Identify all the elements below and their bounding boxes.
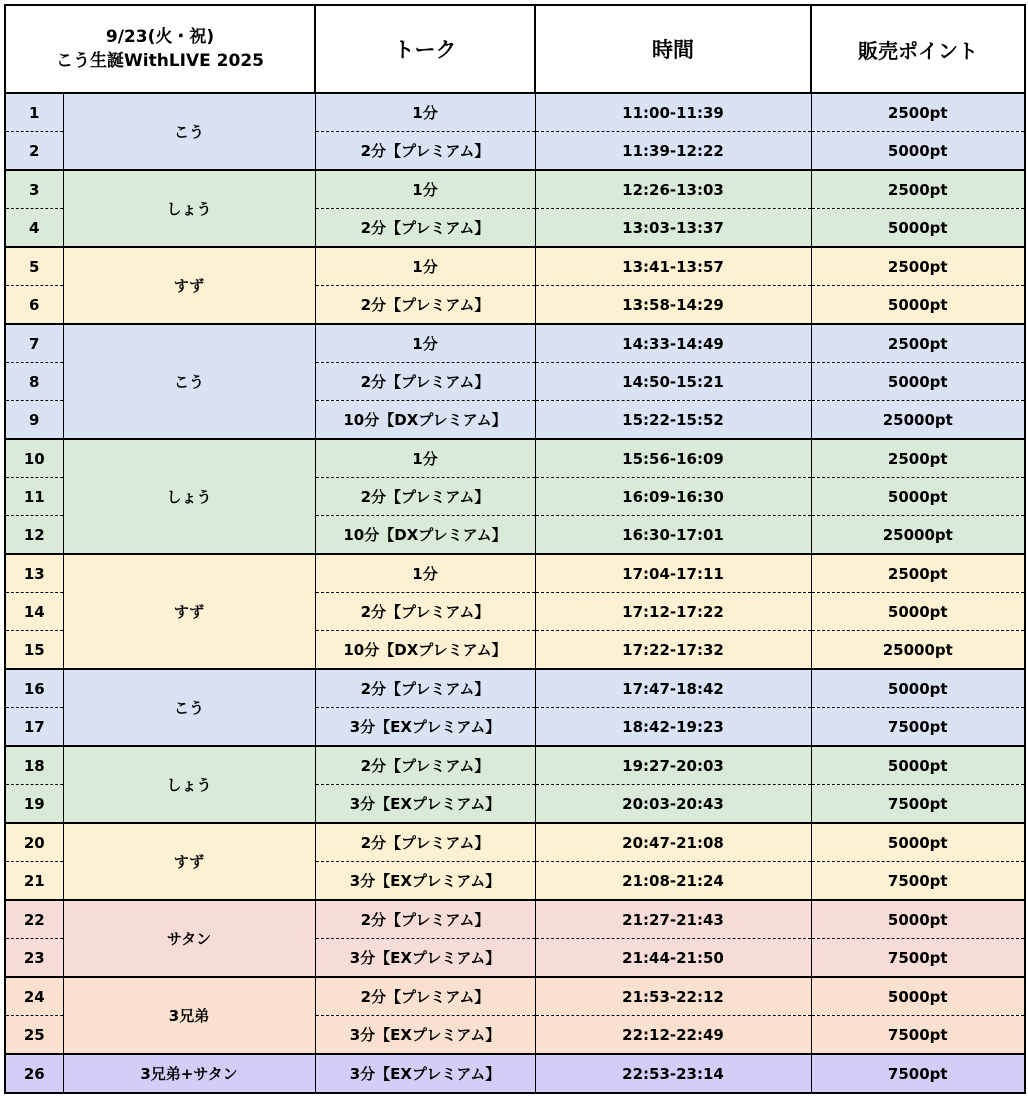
member-name: 3兄弟+サタン	[63, 1054, 315, 1093]
table-row	[5, 977, 1025, 1016]
time-slot: 16:30-17:01	[535, 516, 811, 555]
sale-points: 7500pt	[811, 939, 1025, 978]
member-name: しょう	[63, 439, 315, 554]
sale-points: 5000pt	[811, 900, 1025, 939]
sale-points: 25000pt	[811, 516, 1025, 555]
row-number: 11	[5, 478, 63, 516]
sale-points: 5000pt	[811, 593, 1025, 631]
sale-points: 7500pt	[811, 785, 1025, 824]
sale-points: 5000pt	[811, 746, 1025, 785]
member-name: しょう	[63, 746, 315, 823]
time-slot: 11:39-12:22	[535, 132, 811, 171]
row-number: 19	[5, 785, 63, 824]
time-slot: 15:56-16:09	[535, 439, 811, 478]
table-row	[5, 247, 1025, 286]
time-slot: 13:41-13:57	[535, 247, 811, 286]
row-number: 4	[5, 209, 63, 248]
talk-type: 2分【プレミアム】	[315, 823, 535, 862]
event-name: こう生誕WithLIVE 2025	[56, 51, 264, 71]
time-slot: 20:03-20:43	[535, 785, 811, 824]
member-name: こう	[63, 324, 315, 439]
time-slot: 22:53-23:14	[535, 1054, 811, 1093]
table-body	[5, 93, 1025, 1093]
time-slot: 17:04-17:11	[535, 554, 811, 593]
table-row	[5, 1054, 1025, 1093]
talk-type: 2分【プレミアム】	[315, 593, 535, 631]
row-number: 17	[5, 708, 63, 747]
sale-points: 2500pt	[811, 170, 1025, 209]
row-number: 14	[5, 593, 63, 631]
time-slot: 17:47-18:42	[535, 669, 811, 708]
member-name: 3兄弟	[63, 977, 315, 1054]
table-row	[5, 669, 1025, 708]
column-header-points: 販売ポイント	[811, 5, 1025, 93]
column-header-time: 時間	[535, 5, 811, 93]
talk-type: 2分【プレミアム】	[315, 209, 535, 248]
table-row	[5, 900, 1025, 939]
talk-type: 1分	[315, 93, 535, 132]
row-number: 2	[5, 132, 63, 171]
row-number: 16	[5, 669, 63, 708]
sale-points: 2500pt	[811, 324, 1025, 363]
member-name: すず	[63, 247, 315, 324]
time-slot: 14:50-15:21	[535, 363, 811, 401]
member-name: サタン	[63, 900, 315, 977]
row-number: 1	[5, 93, 63, 132]
sale-points: 2500pt	[811, 554, 1025, 593]
time-slot: 13:58-14:29	[535, 286, 811, 325]
table-row	[5, 324, 1025, 363]
time-slot: 16:09-16:30	[535, 478, 811, 516]
event-date: 9/23(火・祝)	[105, 27, 215, 47]
time-slot: 14:33-14:49	[535, 324, 811, 363]
talk-type: 2分【プレミアム】	[315, 977, 535, 1016]
talk-type: 3分【EXプレミアム】	[315, 1016, 535, 1055]
row-number: 3	[5, 170, 63, 209]
sale-points: 2500pt	[811, 439, 1025, 478]
sale-points: 7500pt	[811, 862, 1025, 901]
sale-points: 7500pt	[811, 1054, 1025, 1093]
row-number: 22	[5, 900, 63, 939]
sale-points: 5000pt	[811, 823, 1025, 862]
time-slot: 22:12-22:49	[535, 1016, 811, 1055]
table-row	[5, 439, 1025, 478]
talk-type: 1分	[315, 324, 535, 363]
member-name: こう	[63, 93, 315, 170]
talk-type: 2分【プレミアム】	[315, 900, 535, 939]
row-number: 20	[5, 823, 63, 862]
table-row	[5, 93, 1025, 132]
row-number: 21	[5, 862, 63, 901]
talk-type: 2分【プレミアム】	[315, 132, 535, 171]
talk-type: 3分【EXプレミアム】	[315, 708, 535, 747]
table-row	[5, 170, 1025, 209]
sale-points: 25000pt	[811, 401, 1025, 440]
schedule-table	[4, 4, 1026, 1094]
row-number: 13	[5, 554, 63, 593]
time-slot: 13:03-13:37	[535, 209, 811, 248]
time-slot: 18:42-19:23	[535, 708, 811, 747]
time-slot: 17:12-17:22	[535, 593, 811, 631]
sale-points: 7500pt	[811, 708, 1025, 747]
header-row	[5, 5, 1025, 93]
table-row	[5, 554, 1025, 593]
event-title-cell	[5, 5, 315, 93]
time-slot: 17:22-17:32	[535, 631, 811, 670]
talk-type: 3分【EXプレミアム】	[315, 1054, 535, 1093]
time-slot: 19:27-20:03	[535, 746, 811, 785]
talk-type: 1分	[315, 439, 535, 478]
row-number: 15	[5, 631, 63, 670]
row-number: 5	[5, 247, 63, 286]
talk-type: 2分【プレミアム】	[315, 286, 535, 325]
row-number: 8	[5, 363, 63, 401]
member-name: しょう	[63, 170, 315, 247]
sale-points: 5000pt	[811, 286, 1025, 325]
sale-points: 5000pt	[811, 363, 1025, 401]
time-slot: 21:53-22:12	[535, 977, 811, 1016]
sale-points: 25000pt	[811, 631, 1025, 670]
sale-points: 2500pt	[811, 247, 1025, 286]
member-name: すず	[63, 823, 315, 900]
sale-points: 5000pt	[811, 977, 1025, 1016]
row-number: 7	[5, 324, 63, 363]
row-number: 24	[5, 977, 63, 1016]
sale-points: 5000pt	[811, 478, 1025, 516]
talk-type: 2分【プレミアム】	[315, 478, 535, 516]
member-name: こう	[63, 669, 315, 746]
time-slot: 20:47-21:08	[535, 823, 811, 862]
row-number: 26	[5, 1054, 63, 1093]
talk-type: 2分【プレミアム】	[315, 363, 535, 401]
row-number: 12	[5, 516, 63, 555]
talk-type: 1分	[315, 554, 535, 593]
row-number: 18	[5, 746, 63, 785]
row-number: 10	[5, 439, 63, 478]
row-number: 6	[5, 286, 63, 325]
talk-type: 2分【プレミアム】	[315, 746, 535, 785]
talk-type: 3分【EXプレミアム】	[315, 785, 535, 824]
talk-type: 3分【EXプレミアム】	[315, 939, 535, 978]
row-number: 23	[5, 939, 63, 978]
talk-type: 2分【プレミアム】	[315, 669, 535, 708]
time-slot: 12:26-13:03	[535, 170, 811, 209]
sale-points: 5000pt	[811, 669, 1025, 708]
row-number: 25	[5, 1016, 63, 1055]
talk-type: 1分	[315, 170, 535, 209]
talk-type: 3分【EXプレミアム】	[315, 862, 535, 901]
time-slot: 21:08-21:24	[535, 862, 811, 901]
table-header	[5, 5, 1025, 93]
sale-points: 5000pt	[811, 132, 1025, 171]
time-slot: 15:22-15:52	[535, 401, 811, 440]
column-header-talk: トーク	[315, 5, 535, 93]
talk-type: 1分	[315, 247, 535, 286]
time-slot: 21:44-21:50	[535, 939, 811, 978]
sale-points: 7500pt	[811, 1016, 1025, 1055]
time-slot: 11:00-11:39	[535, 93, 811, 132]
sale-points: 5000pt	[811, 209, 1025, 248]
time-slot: 21:27-21:43	[535, 900, 811, 939]
row-number: 9	[5, 401, 63, 440]
table-row	[5, 746, 1025, 785]
member-name: すず	[63, 554, 315, 669]
table-row	[5, 823, 1025, 862]
talk-type: 10分【DXプレミアム】	[315, 631, 535, 670]
talk-type: 10分【DXプレミアム】	[315, 516, 535, 555]
sale-points: 2500pt	[811, 93, 1025, 132]
talk-type: 10分【DXプレミアム】	[315, 401, 535, 440]
